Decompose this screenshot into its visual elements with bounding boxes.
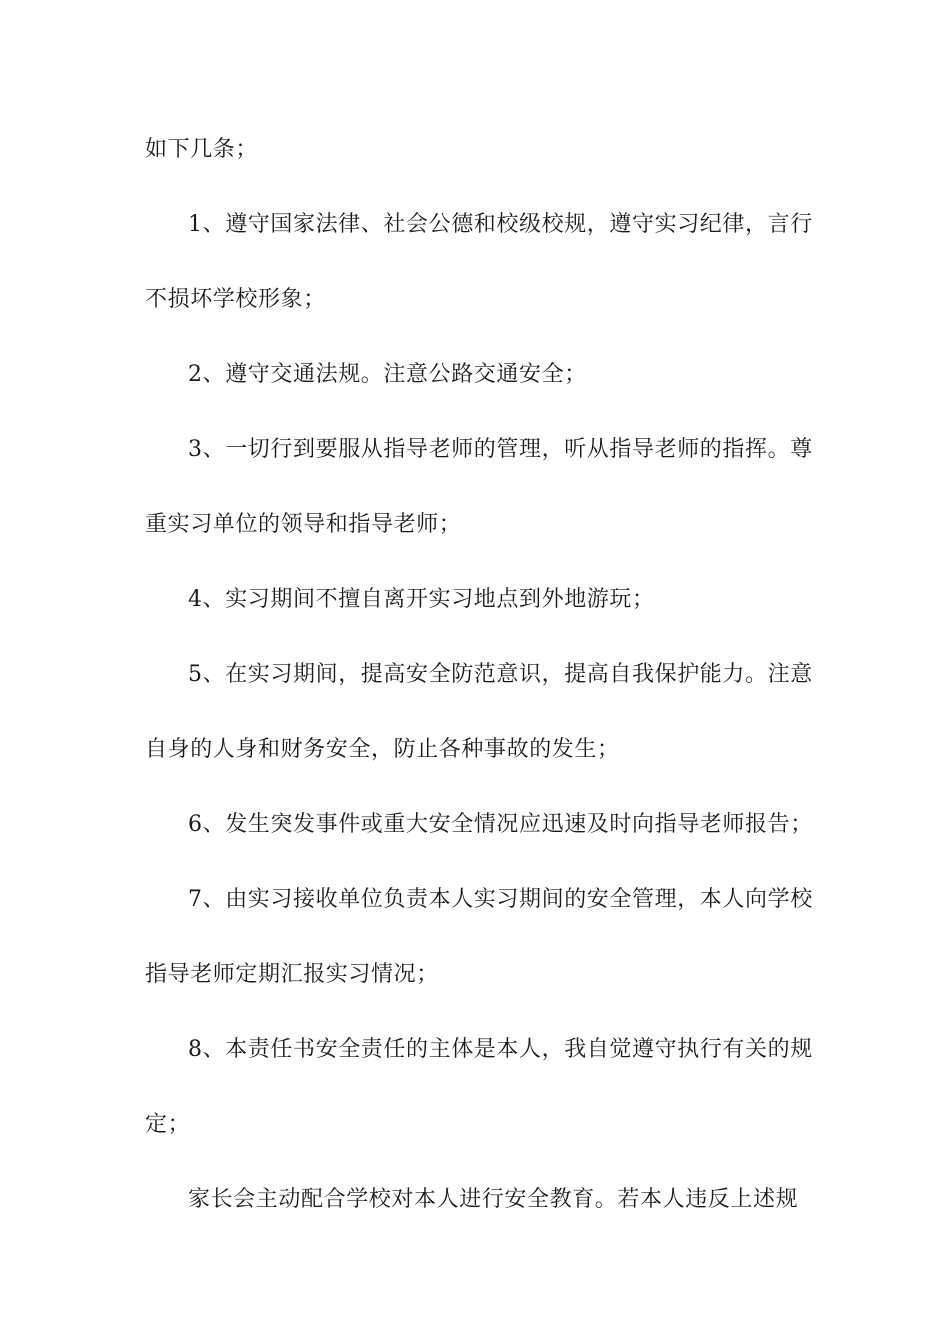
text-line: 6、发生突发事件或重大安全情况应迅速及时向指导老师报告；: [188, 812, 813, 837]
text-line: 8、本责任书安全责任的主体是本人，我自觉遵守执行有关的规: [188, 1037, 813, 1062]
text-line: 1、遵守国家法律、社会公德和校级校规，遵守实习纪律，言行: [188, 212, 813, 237]
text-line: 3、一切行到要服从指导老师的管理，听从指导老师的指挥。尊: [188, 437, 813, 462]
text-line: 如下几条；: [145, 137, 259, 162]
text-line: 家长会主动配合学校对本人进行安全教育。若本人违反上述规: [188, 1187, 799, 1212]
text-line: 重实习单位的领导和指导老师；: [145, 512, 462, 537]
text-line: 指导老师定期汇报实习情况；: [145, 962, 439, 987]
text-line: 2、遵守交通法规。注意公路交通安全；: [188, 362, 587, 387]
text-line: 定；: [145, 1112, 191, 1137]
text-line: 7、由实习接收单位负责本人实习期间的安全管理，本人向学校: [188, 887, 813, 912]
text-line: 5、在实习期间，提高安全防范意识，提高自我保护能力。注意: [188, 662, 813, 687]
text-line: 自身的人身和财务安全，防止各种事故的发生；: [145, 737, 620, 762]
text-line: 不损坏学校形象；: [145, 287, 326, 312]
text-line: 4、实习期间不擅自离开实习地点到外地游玩；: [188, 587, 655, 612]
